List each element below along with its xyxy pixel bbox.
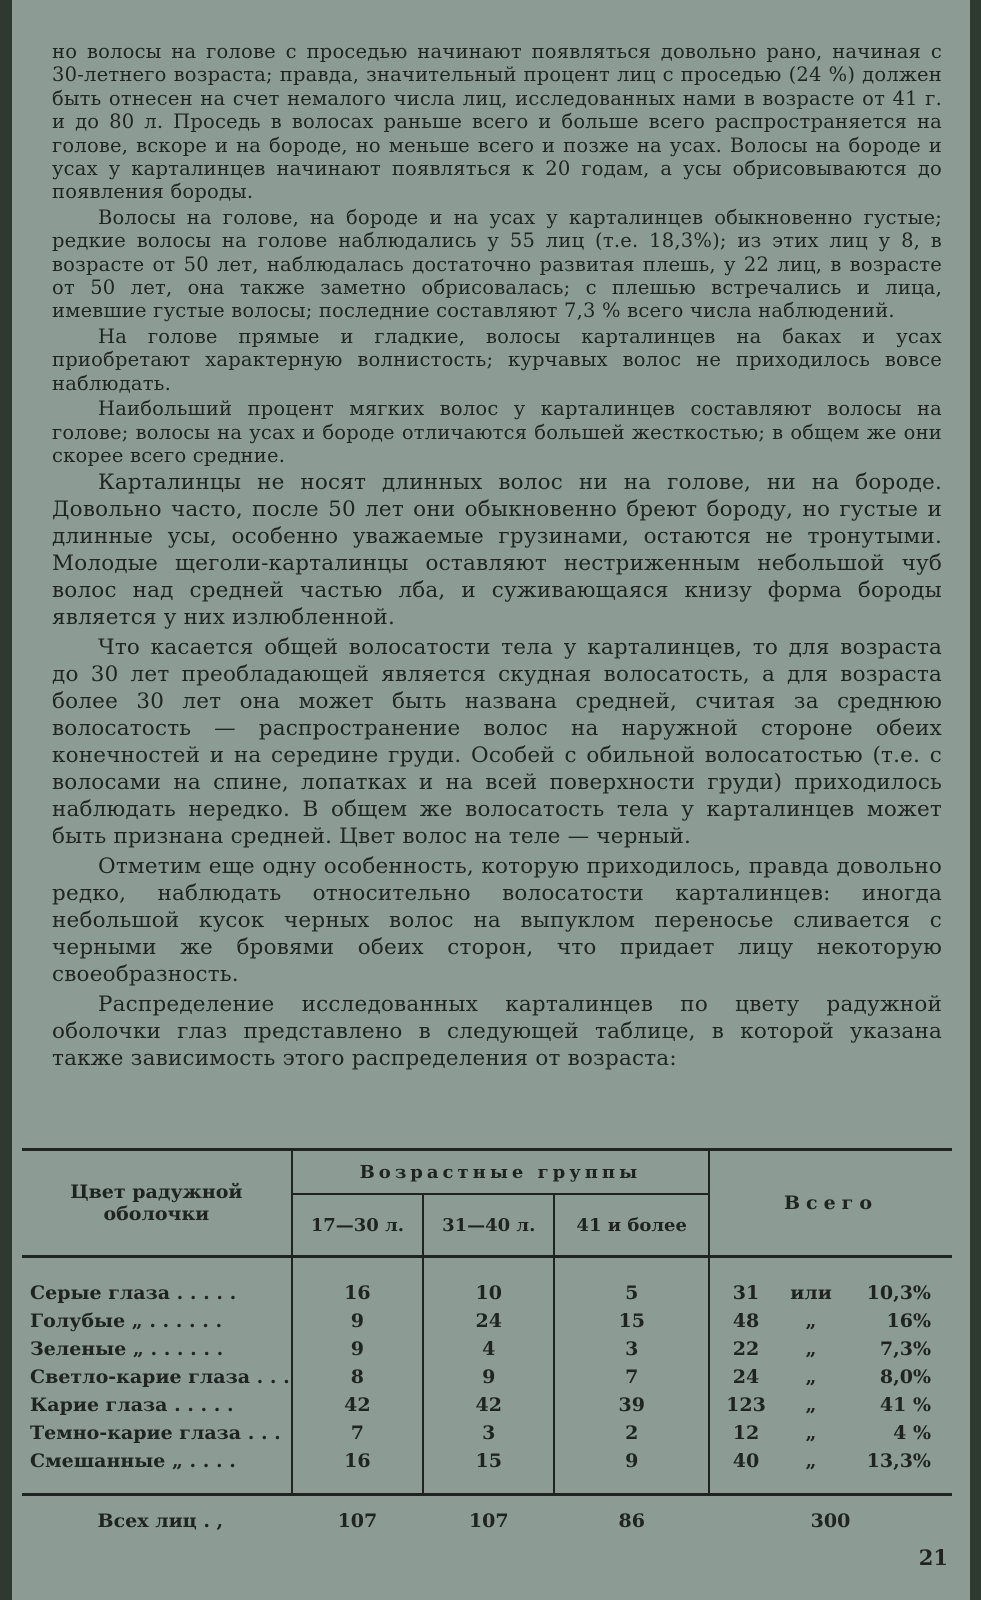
row-v1: 16 [292, 1279, 423, 1307]
row-v3: 15 [554, 1307, 709, 1335]
row-v1: 16 [292, 1447, 423, 1475]
row-total-sep: „ [805, 1365, 817, 1388]
paragraph: Наибольший процент мягких волос у карталинцев составляют волосы на голове; волосы на усах и бороде отличаются большей жесткостью; в общем же они скорее всего средние. [52, 397, 942, 467]
row-v1: 7 [292, 1419, 423, 1447]
row-total [709, 1391, 952, 1419]
table-row [22, 1419, 952, 1447]
row-v1: 8 [292, 1363, 423, 1391]
row-v3: 7 [554, 1363, 709, 1391]
row-total-percent: 13,3% [866, 1449, 931, 1472]
row-total-percent: 7,3% [879, 1337, 931, 1360]
table-row [22, 1447, 952, 1475]
row-total-count: 12 [732, 1421, 760, 1444]
row-label: Зеленые „ . . . . . . [30, 1337, 224, 1360]
row-v1: 42 [292, 1391, 423, 1419]
paragraph: Волосы на голове, на бороде и на усах у карталинцев обыкновенно густые; редкие волосы на голове наблюдались у 55 лиц (т.е. 18,3%); из этих лиц у 8, в возрасте от 50 лет, наблюдалась достаточно развитая плешь, у 22 лиц, в возрасте от 50 лет, она также заметно обрисовалась; с плешью встречались и лица, имевшие густые волосы; последние составляют 7,3 % всего числа наблюдений. [52, 205, 942, 323]
table-row [22, 1279, 952, 1307]
row-total [709, 1363, 952, 1391]
row-total [709, 1419, 952, 1447]
row-total-percent: 41 % [879, 1393, 931, 1416]
table-row [22, 1335, 952, 1363]
paragraph: Отметим еще одну особенность, которую приходилось, правда довольно редко, наблюдать относительно волосатости карталинцев: иногда небольшой кусок черных волос на выпуклом переносье сливается с черными же бровями обеих сторон, что придает лицу некоторую своеобразность. [52, 854, 942, 988]
row-v3: 3 [554, 1335, 709, 1363]
row-total-percent: 16% [886, 1309, 931, 1332]
row-v2: 15 [423, 1447, 554, 1475]
row-total-count: 48 [732, 1309, 760, 1332]
col-header-total: Всего [709, 1150, 952, 1257]
row-v2: 42 [423, 1391, 554, 1419]
total-all: 300 [810, 1510, 851, 1532]
row-v2: 3 [423, 1419, 554, 1447]
total-label: Всех лиц . , [97, 1510, 224, 1532]
age-groups-header: Возрастные группы [292, 1150, 709, 1195]
table-row [22, 1307, 952, 1335]
row-label: Серые глаза . . . . . [30, 1281, 237, 1304]
row-label: Карие глаза . . . . . [30, 1393, 234, 1416]
row-label: Светло-карие глаза . . . [30, 1365, 290, 1388]
row-total-count: 31 [732, 1281, 760, 1304]
row-total-count: 123 [726, 1393, 766, 1416]
row-v1: 9 [292, 1335, 423, 1363]
body-text [52, 40, 942, 1075]
row-total [709, 1307, 952, 1335]
row-v2: 10 [423, 1279, 554, 1307]
iris-color-table [22, 1148, 952, 1533]
row-total-percent: 8,0% [879, 1365, 931, 1388]
paragraph: Распределение исследованных карталинцев по цвету радужной оболочки глаз представлено в следующей таблице, в которой указана также зависимость этого распределения от возраста: [52, 992, 942, 1072]
age-group-3: 41 и более [554, 1194, 709, 1257]
row-label: Смешанные „ . . . . [30, 1449, 236, 1472]
row-total-count: 22 [732, 1337, 760, 1360]
row-v3: 9 [554, 1447, 709, 1475]
row-v2: 24 [423, 1307, 554, 1335]
row-total-sep: „ [805, 1337, 817, 1360]
row-v1: 9 [292, 1307, 423, 1335]
book-page [12, 0, 970, 1600]
table-row [22, 1363, 952, 1391]
row-total-sep: „ [805, 1393, 817, 1416]
row-label: Темно-карие глаза . . . [30, 1421, 281, 1444]
table-row [22, 1391, 952, 1419]
total-v3: 86 [618, 1510, 645, 1532]
row-v3: 2 [554, 1419, 709, 1447]
row-total [709, 1335, 952, 1363]
row-total-percent: 10,3% [866, 1281, 931, 1304]
paragraph: Что касается общей волосатости тела у карталинцев, то для возраста до 30 лет преобладающей является скудная волосатость, а для возраста более 30 лет она может быть названа средней, считая за среднюю волосатость — распространение волос на наружной стороне обеих конечностей и на середине груди. Особей с обильной волосатостью (т.е. с волосами на спине, лопатках и на всей поверхности груди) приходилось наблюдать нередко. В общем же волосатость тела у карталинцев может быть признана средней. Цвет волос на теле — черный. [52, 635, 942, 850]
row-v2: 9 [423, 1363, 554, 1391]
age-group-2: 31—40 л. [423, 1194, 554, 1257]
row-v3: 39 [554, 1391, 709, 1419]
row-total-sep: „ [805, 1421, 817, 1444]
total-v2: 107 [468, 1510, 509, 1532]
row-total-sep: или [790, 1281, 832, 1304]
row-total-count: 40 [732, 1449, 760, 1472]
table-total-row [22, 1495, 952, 1534]
row-label: Голубые „ . . . . . . [30, 1309, 223, 1332]
row-v2: 4 [423, 1335, 554, 1363]
row-total [709, 1447, 952, 1475]
row-total-percent: 4 % [893, 1421, 931, 1444]
page-number: 21 [918, 1545, 948, 1570]
table-body [22, 1257, 952, 1534]
row-total-sep: „ [805, 1309, 817, 1332]
row-total-sep: „ [805, 1449, 817, 1472]
paragraph: Карталинцы не носят длинных волос ни на голове, ни на бороде. Довольно часто, после 50 лет они обыкновенно бреют бороду, но густые и длинные усы, особенно уважаемые грузинами, остаются не тронутыми. Молодые щеголи-карталинцы оставляют нестриженным небольшой чуб волос над средней частью лба, и суживающаяся книзу форма бороды является у них излюбленной. [52, 470, 942, 631]
row-total [709, 1279, 952, 1307]
total-v1: 107 [337, 1510, 378, 1532]
age-group-1: 17—30 л. [292, 1194, 423, 1257]
paragraph: но волосы на голове с проседью начинают появляться довольно рано, начиная с 30-летнего возраста; правда, значительный процент лиц с проседью (24 %) должен быть отнесен на счет немалого числа лиц, исследованных нами в возрасте от 41 г. и до 80 л. Проседь в волосах раньше всего и больше всего распространяется на голове, вскоре и на бороде, но меньше всего и позже на усах. Волосы на бороде и усах у карталинцев начинают появляться к 20 годам, а усы обрисовываются до появления бороды. [52, 40, 942, 204]
paragraph: На голове прямые и гладкие, волосы карталинцев на баках и усах приобретают характерную волнистость; курчавых волос не приходилось вовсе наблюдать. [52, 324, 942, 395]
row-total-count: 24 [732, 1365, 760, 1388]
row-v3: 5 [554, 1279, 709, 1307]
col-header-iris: Цвет радужной оболочки [70, 1181, 243, 1225]
